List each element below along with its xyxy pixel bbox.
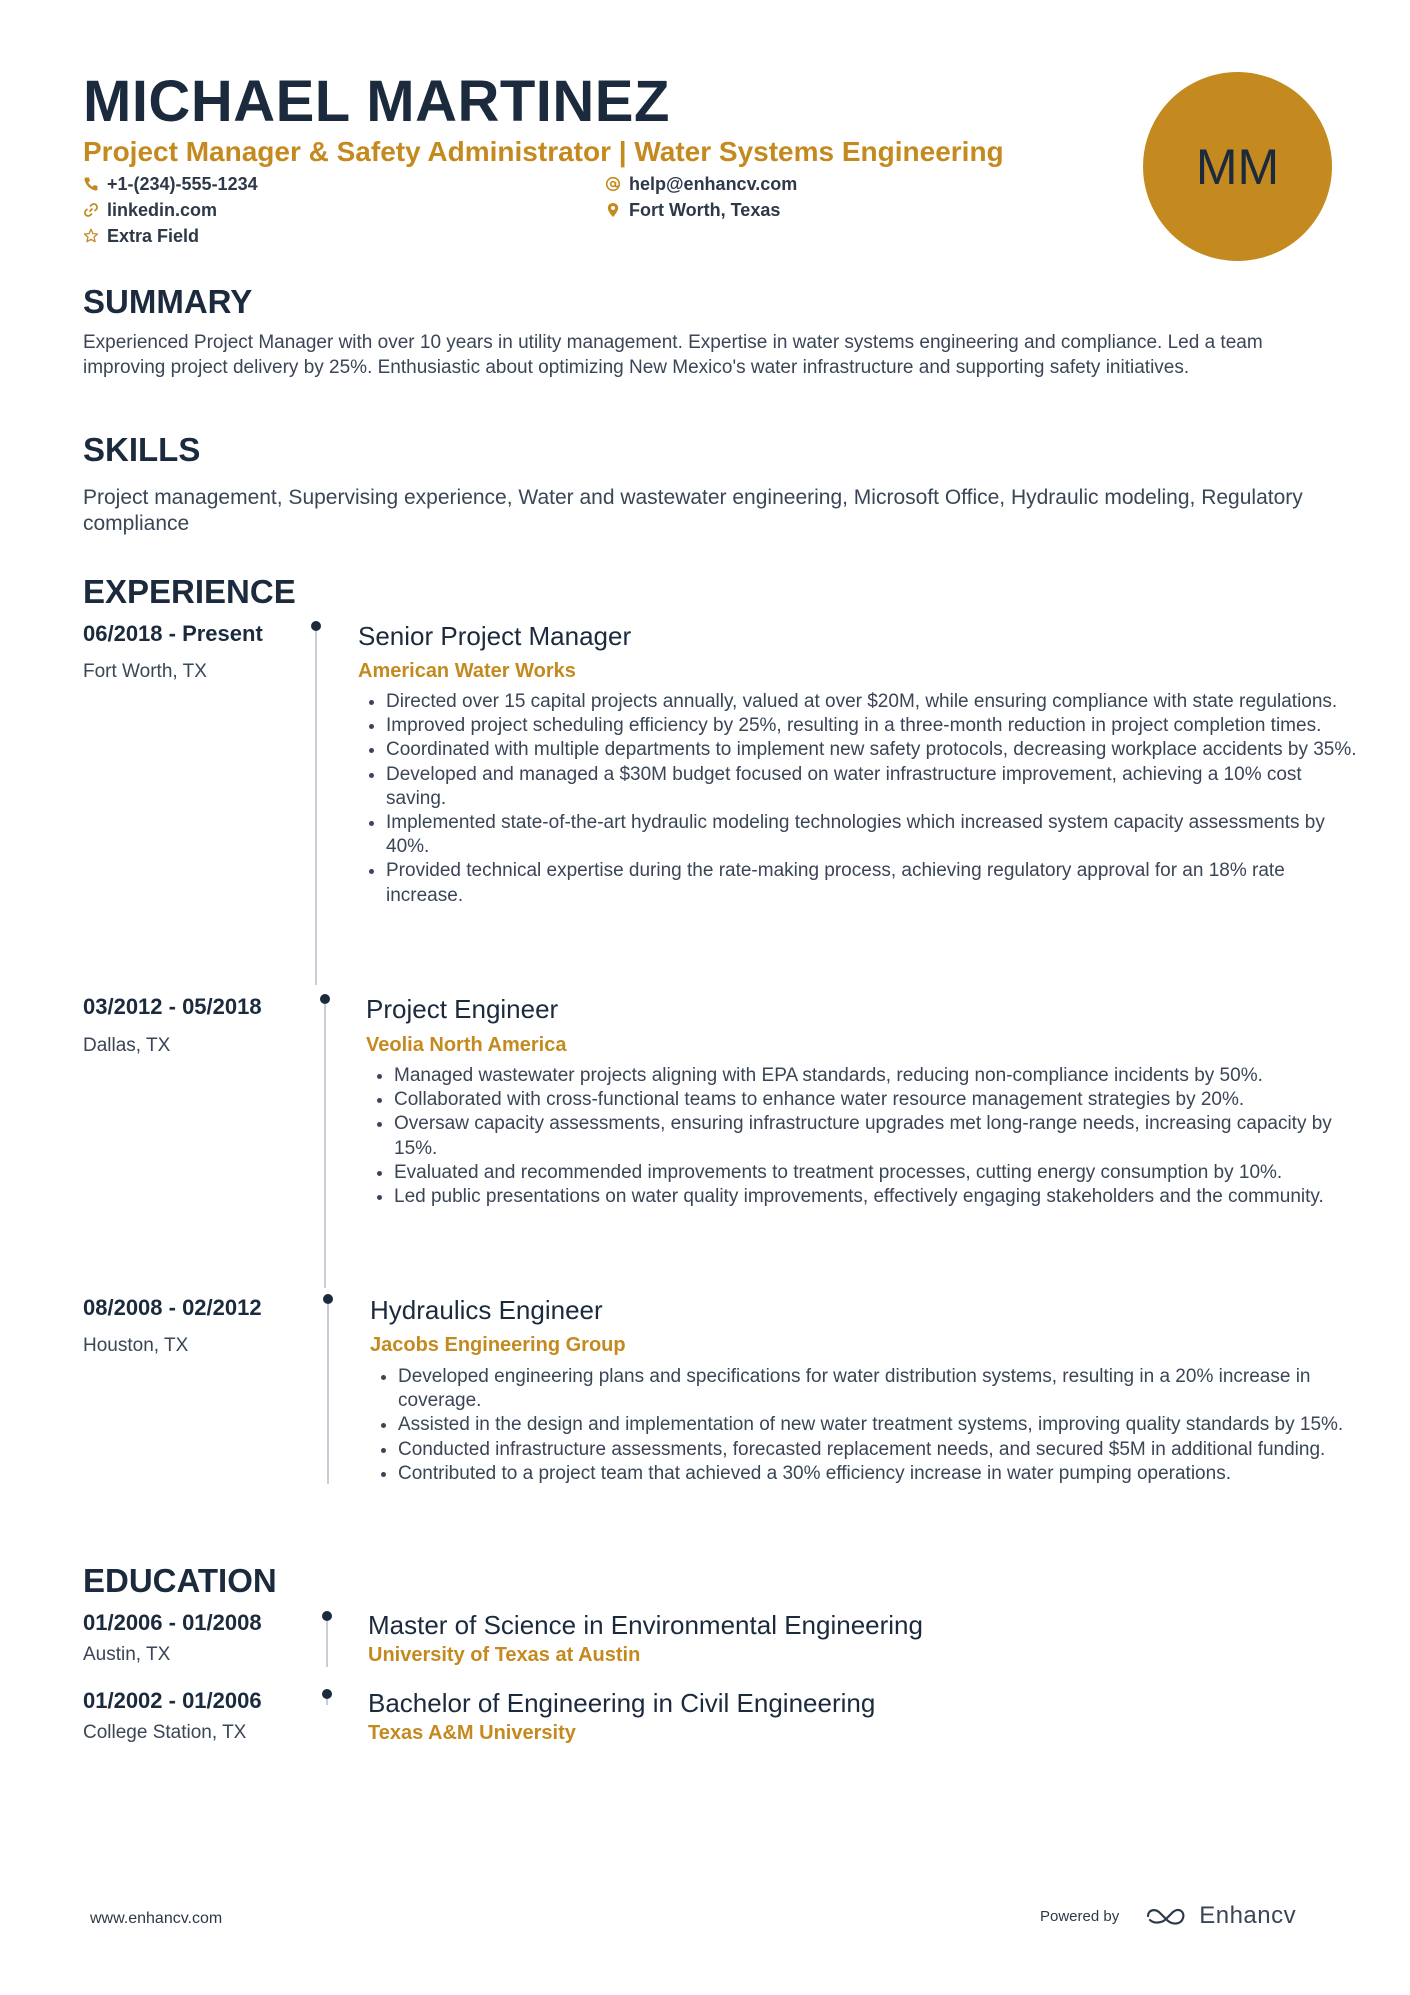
job-bullet: • Collaborated with cross-functional teams to enhance water resource management strategies by 20%. <box>394 1088 1370 1112</box>
at-icon <box>605 176 621 192</box>
powered-by-label: Powered by <box>1040 1907 1120 1925</box>
job-bullets <box>366 1064 1370 1209</box>
job-bullet: • Developed and managed a $30M budget focused on water infrastructure improvement, achieving a 10% cost saving. <box>386 763 1366 811</box>
company-name: American Water Works <box>358 660 576 682</box>
footer-branding <box>1040 1902 1296 1930</box>
job-bullet: • Evaluated and recommended improvements to treatment processes, cutting energy consumption by 10%. <box>394 1161 1370 1185</box>
timeline-dot <box>320 994 330 1004</box>
education-heading: EDUCATION <box>83 1562 277 1599</box>
job-bullets <box>370 1365 1370 1486</box>
school-name: Texas A&M University <box>368 1722 576 1744</box>
experience-dates: 06/2018 - Present <box>83 621 263 646</box>
education-dates: 01/2002 - 01/2006 <box>83 1688 262 1713</box>
job-bullet: • Managed wastewater projects aligning with EPA standards, reducing non-compliance incidents by 50%. <box>394 1064 1370 1088</box>
candidate-name: MICHAEL MARTINEZ <box>83 69 670 134</box>
job-bullet: • Contributed to a project team that achieved a 30% efficiency increase in water pumping operations. <box>398 1462 1370 1486</box>
experience-location: Dallas, TX <box>83 1035 171 1056</box>
job-title: Project Engineer <box>366 994 559 1024</box>
linkedin-link[interactable]: linkedin.com <box>107 200 218 220</box>
contact-email[interactable] <box>605 172 797 196</box>
degree-title: Master of Science in Environmental Engineering <box>368 1610 923 1640</box>
timeline-line <box>324 1004 326 1288</box>
avatar-initials: MM <box>1195 138 1280 195</box>
job-bullet: • Assisted in the design and implementation of new water treatment systems, improving quality standards by 15%. <box>398 1413 1370 1437</box>
timeline-dot <box>323 1294 333 1304</box>
contact-extra <box>83 224 199 248</box>
timeline-line <box>326 1621 328 1667</box>
job-bullet: • Developed engineering plans and specifications for water distribution systems, resulting in a 20% increase in coverage. <box>398 1365 1370 1413</box>
timeline-line <box>327 1304 329 1484</box>
education-dates: 01/2006 - 01/2008 <box>83 1610 262 1635</box>
timeline-dot <box>311 621 321 631</box>
job-bullet: • Provided technical expertise during the rate-making process, achieving regulatory approval for an 18% rate increase. <box>386 859 1366 907</box>
phone-icon <box>83 176 99 192</box>
location-pin-icon <box>605 202 621 218</box>
education-location: Austin, TX <box>83 1644 171 1665</box>
contact-phone <box>83 172 258 196</box>
star-icon <box>83 228 99 244</box>
job-title: Hydraulics Engineer <box>370 1295 603 1325</box>
job-bullets <box>358 690 1366 908</box>
job-bullet: • Coordinated with multiple departments to implement new safety protocols, decreasing workplace accidents by 35%. <box>386 738 1366 762</box>
timeline-line <box>315 631 317 985</box>
email-link[interactable]: help@enhancv.com <box>629 174 798 194</box>
footer-website[interactable]: www.enhancv.com <box>90 1910 223 1927</box>
summary-text: Experienced Project Manager with over 10 years in utility management. Expertise in water systems engineering and compliance. Led a team improving project delivery by 25%. Enthusiastic about optimizing New Mexico's water infrastructure and supporting safety initiatives. <box>83 332 1263 378</box>
location-text: Fort Worth, Texas <box>629 200 781 220</box>
job-bullet: • Improved project scheduling efficiency by 25%, resulting in a three-month reduction in project completion times. <box>386 714 1366 738</box>
timeline-dot <box>322 1689 332 1699</box>
degree-title: Bachelor of Engineering in Civil Engineering <box>368 1688 876 1718</box>
extra-field-text: Extra Field <box>107 226 200 246</box>
job-bullet: • Led public presentations on water quality improvements, effectively engaging stakeholders and the community. <box>394 1185 1370 1209</box>
job-bullet: • Conducted infrastructure assessments, forecasted replacement needs, and secured $5M in additional funding. <box>398 1438 1370 1462</box>
phone-text: +1-(234)-555-1234 <box>107 174 258 194</box>
job-bullet: • Oversaw capacity assessments, ensuring infrastructure upgrades met long-range needs, increasing capacity by 15%. <box>394 1112 1370 1160</box>
brand-name: Enhancv <box>1199 1902 1297 1929</box>
avatar <box>1143 72 1332 261</box>
contact-location <box>605 198 780 222</box>
company-name: Veolia North America <box>366 1034 567 1056</box>
enhancv-logo-icon <box>1145 1904 1191 1928</box>
timeline-line <box>326 1699 328 1705</box>
job-bullet: • Implemented state-of-the-art hydraulic modeling technologies which increased system capacity assessments by 40%. <box>386 811 1366 859</box>
job-bullet: • Directed over 15 capital projects annually, valued at over $20M, while ensuring compliance with state regulations. <box>386 690 1366 714</box>
summary-heading: SUMMARY <box>83 283 253 320</box>
skills-heading: SKILLS <box>83 431 201 468</box>
contact-linkedin[interactable] <box>83 198 217 222</box>
link-icon <box>83 202 99 218</box>
experience-location: Houston, TX <box>83 1335 189 1356</box>
job-title: Senior Project Manager <box>358 621 632 651</box>
education-location: College Station, TX <box>83 1722 247 1743</box>
experience-location: Fort Worth, TX <box>83 661 207 682</box>
experience-dates: 08/2008 - 02/2012 <box>83 1295 262 1320</box>
school-name: University of Texas at Austin <box>368 1644 641 1666</box>
candidate-headline: Project Manager & Safety Administrator | Water Systems Engineering <box>83 136 1004 167</box>
company-name: Jacobs Engineering Group <box>370 1334 626 1356</box>
experience-dates: 03/2012 - 05/2018 <box>83 994 262 1019</box>
skills-text: Project management, Supervising experience, Water and wastewater engineering, Microsoft Office, Hydraulic modeling, Regulatory compliance <box>83 486 1303 535</box>
timeline-dot <box>322 1611 332 1621</box>
experience-heading: EXPERIENCE <box>83 573 296 610</box>
